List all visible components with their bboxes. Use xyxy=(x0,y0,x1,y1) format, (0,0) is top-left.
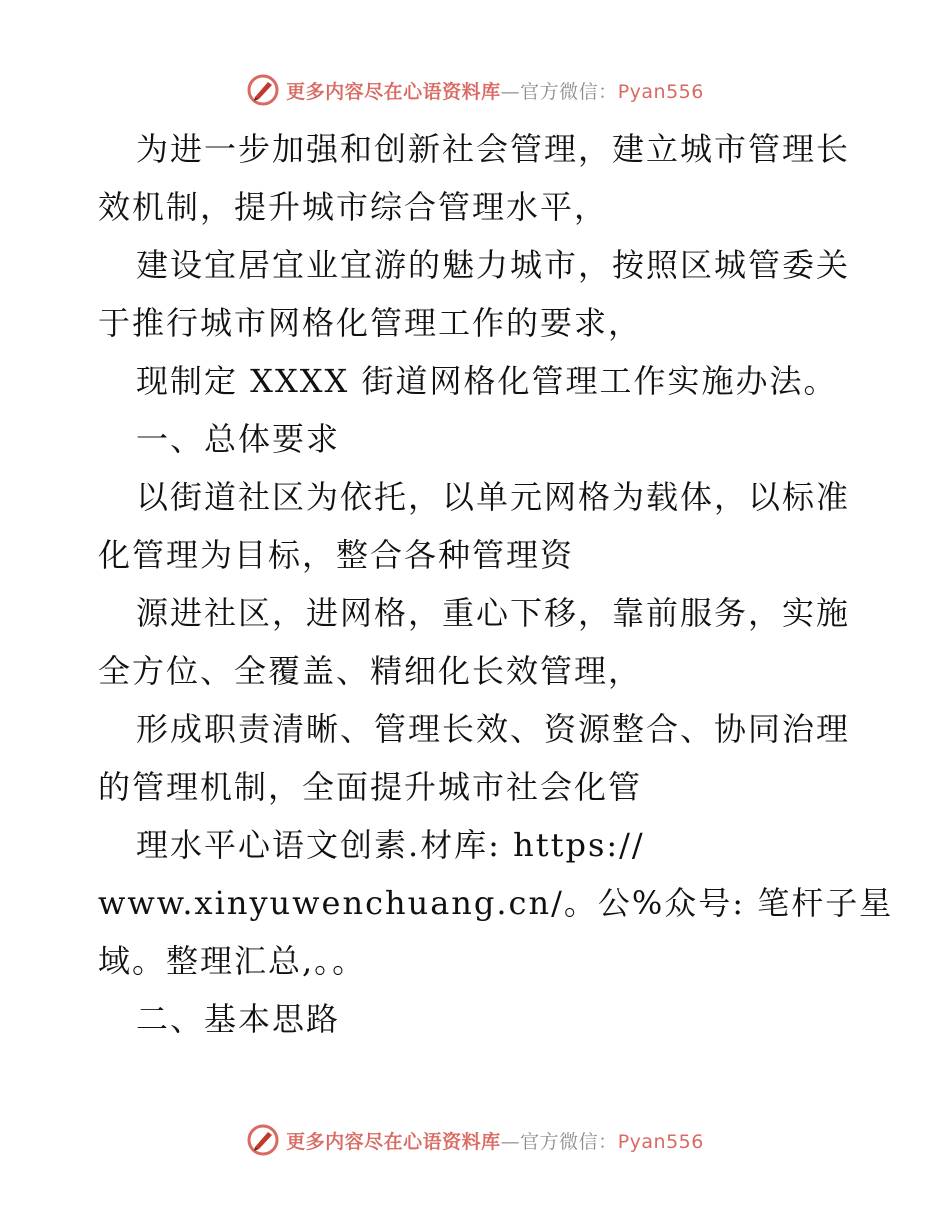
watermark-separator: — xyxy=(500,80,521,103)
header-watermark xyxy=(0,70,950,110)
body-line: 建设宜居宜业宜游的魅力城市，按照区城管委关 xyxy=(136,246,851,284)
body-line: 化管理为目标，整合各种管理资 xyxy=(98,536,575,574)
watermark-wechat-id: Pyan556 xyxy=(617,1130,704,1153)
body-line: www.xinyuwenchuang.cn/。公%众号: 笔杆子星 xyxy=(98,884,894,922)
section-heading-2: 二、基本思路 xyxy=(136,1000,341,1038)
body-line: 域。整理汇总,。。 xyxy=(98,942,367,980)
body-line: 的管理机制，全面提升城市社会化管 xyxy=(98,768,643,806)
logo-icon xyxy=(246,73,280,107)
body-line: 全方位、全覆盖、精细化长效管理， xyxy=(98,652,643,690)
section-heading-1: 一、总体要求 xyxy=(136,420,341,458)
watermark-main-text: 更多内容尽在心语资料库 xyxy=(286,80,501,103)
watermark-wechat-label: 官方微信： xyxy=(520,80,618,103)
footer-watermark xyxy=(0,1120,950,1160)
watermark-wechat-label: 官方微信： xyxy=(520,1130,618,1153)
document-body xyxy=(98,120,894,1048)
logo-icon xyxy=(246,1123,280,1157)
body-line: 效机制，提升城市综合管理水平， xyxy=(98,188,609,226)
watermark-wechat-id: Pyan556 xyxy=(617,80,704,103)
body-line: 为进一步加强和创新社会管理，建立城市管理长 xyxy=(136,130,851,168)
body-line: 于推行城市网格化管理工作的要求， xyxy=(98,304,643,342)
body-line: 源进社区，进网格，重心下移，靠前服务，实施 xyxy=(136,594,851,632)
body-line: 理水平心语文创素.材库: https:// xyxy=(136,826,645,864)
watermark-separator: — xyxy=(500,1130,521,1153)
body-line: 以街道社区为依托，以单元网格为载体，以标准 xyxy=(136,478,851,516)
watermark-main-text: 更多内容尽在心语资料库 xyxy=(286,1130,501,1153)
body-line: 现制定 XXXX 街道网格化管理工作实施办法。 xyxy=(136,362,838,400)
body-line: 形成职责清晰、管理长效、资源整合、协同治理 xyxy=(136,710,851,748)
